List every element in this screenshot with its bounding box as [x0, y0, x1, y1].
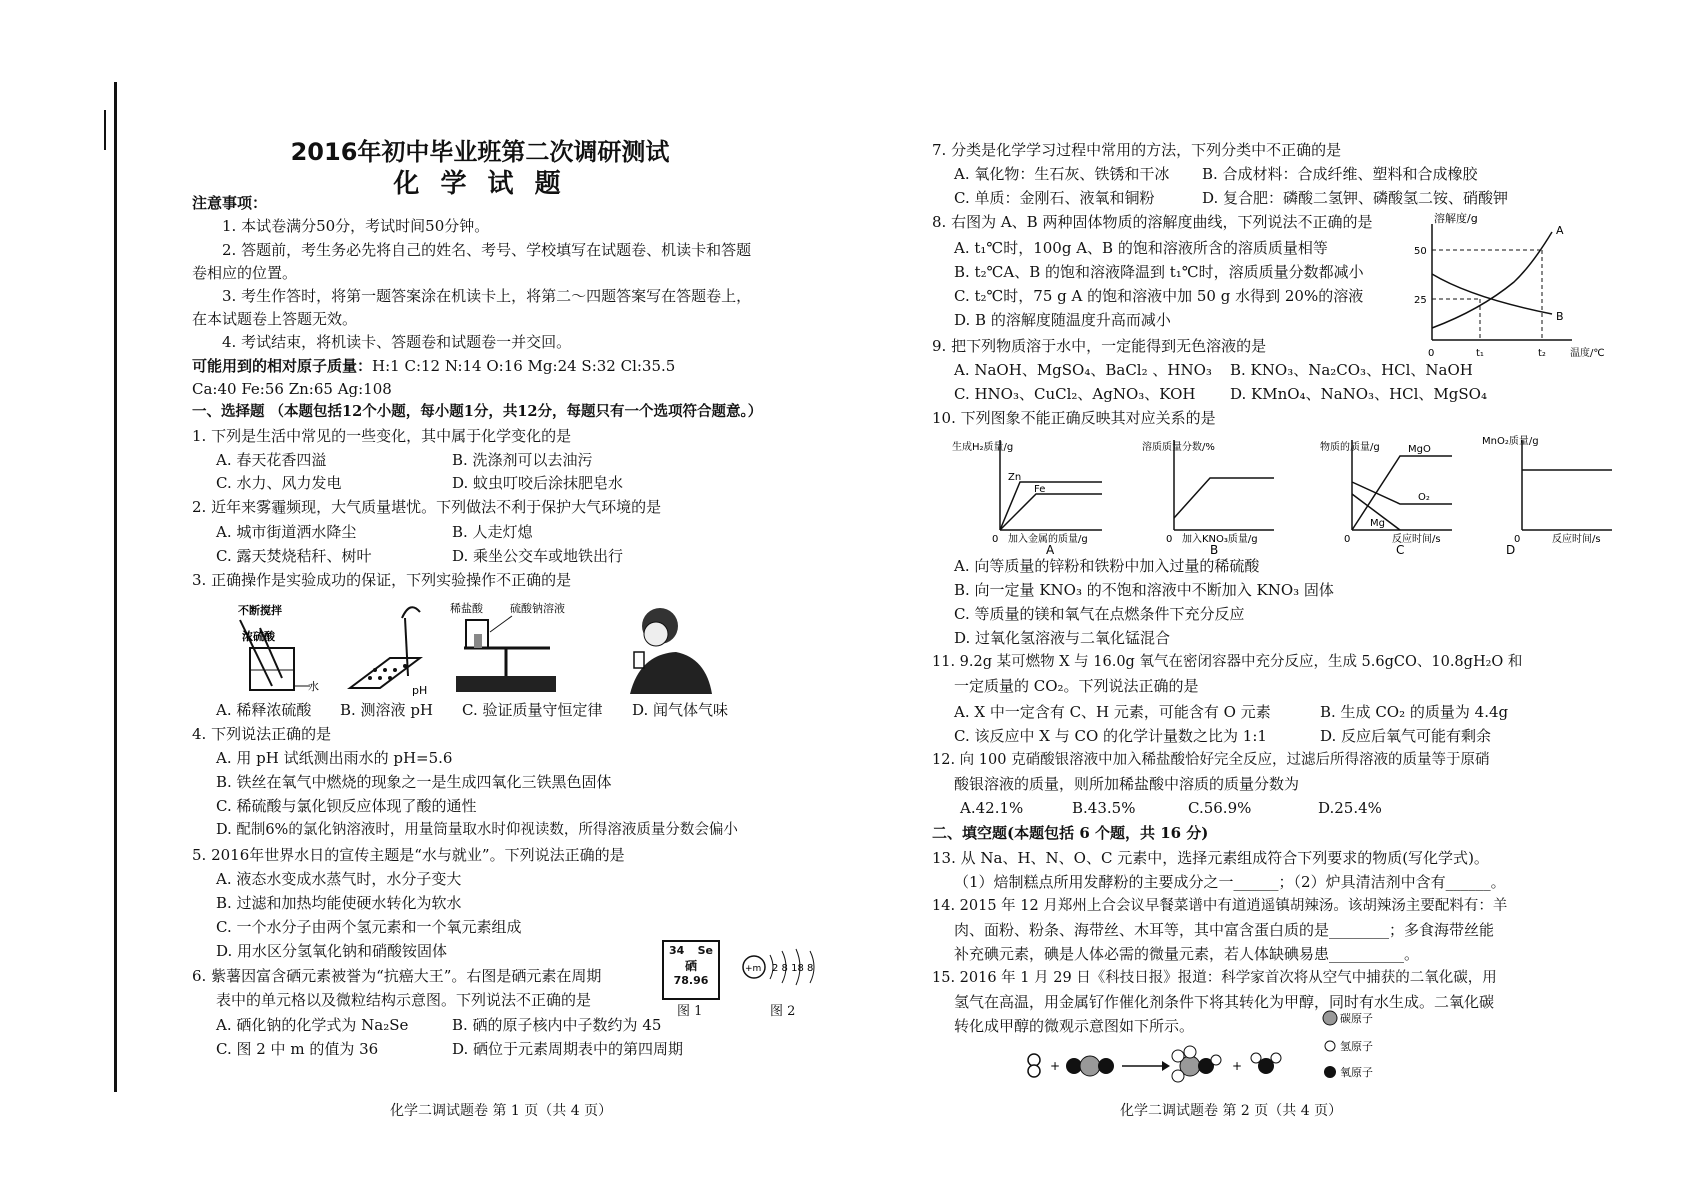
element-name: 硒 — [684, 959, 697, 973]
q14-line-3: 补充碘元素，碘是人体必需的微量元素，若人体缺碘易患__________。 — [954, 945, 1420, 963]
q6-option-d[interactable]: D. 硒位于元素周期表中的第四周期 — [452, 1040, 684, 1058]
graph-b — [1142, 440, 1274, 554]
q1-option-d[interactable]: D. 蚊虫叮咬后涂抹肥皂水 — [452, 474, 624, 492]
q9-option-d[interactable]: D. KMnO₄、NaNO₃、HCl、MgSO₄ — [1230, 385, 1487, 403]
q9-option-b[interactable]: B. KNO₃、Na₂CO₃、HCl、NaOH — [1230, 361, 1473, 379]
q6-option-c[interactable]: C. 图 2 中 m 的值为 36 — [216, 1040, 379, 1058]
legend-hydrogen: 氢原子 — [1340, 1040, 1373, 1053]
q11-option-a[interactable]: A. X 中一定含有 C、H 元素，可能含有 O 元素 — [954, 703, 1271, 721]
q4-option-d[interactable]: D. 配制6%的氯化钠溶液时，用量筒量取水时仰视读数，所得溶液质量分数会偏小 — [216, 822, 738, 838]
graph-d-origin: 0 — [1514, 534, 1521, 545]
page-2-footer: 化学二调试题卷 第 2 页（共 4 页） — [1120, 1103, 1343, 1119]
notice-3: 3. 考生作答时，将第一题答案涂在机读卡上，将第二～四题答案写在答题卷上， — [222, 287, 752, 305]
notice-3b: 在本试题卷上答题无效。 — [192, 310, 358, 328]
q11-option-b[interactable]: B. 生成 CO₂ 的质量为 4.4g — [1320, 703, 1509, 721]
graph-a — [952, 440, 1102, 554]
label-na2so4: 硫酸钠溶液 — [510, 602, 565, 615]
solubility-y-label: 溶解度/g — [1434, 212, 1478, 225]
graph-b-x-label: 加入KNO₃质量/g — [1182, 534, 1258, 545]
q9-stem: 9. 把下列物质溶于水中，一定能得到无色溶液的是 — [932, 337, 1267, 355]
ph-test-figure — [350, 607, 427, 697]
q10-option-a[interactable]: A. 向等质量的锌粉和铁粉中加入过量的稀硫酸 — [954, 557, 1260, 575]
atomic-values-2: Ca:40 Fe:56 Zn:65 Ag:108 — [192, 380, 392, 398]
origin: 0 — [1428, 348, 1435, 359]
graph-c-origin: 0 — [1344, 534, 1351, 545]
q15-line-2: 氢气在高温，用金属钌作催化剂条件下将其转化为甲醇，同时有水生成。二氧化碳 — [954, 993, 1495, 1011]
q14-line-1: 14. 2015 年 12 月郑州上合会议早餐菜谱中有道逍遥镇胡辣汤。该胡辣汤主要配料有：羊 — [932, 898, 1508, 914]
q3-stem: 3. 正确操作是实验成功的保证，下列实验操作不正确的是 — [192, 571, 572, 589]
q15-line-3: 转化成甲醇的微观示意图如下所示。 — [954, 1017, 1195, 1035]
q8-stem: 8. 右图为 A、B 两种固体物质的溶解度曲线，下列说法不正确的是 — [932, 213, 1373, 231]
tick-t2: t₂ — [1538, 348, 1546, 359]
q5-option-b[interactable]: B. 过滤和加热均能使硬水转化为软水 — [216, 894, 462, 912]
q11-stem-1: 11. 9.2g 某可燃物 X 与 16.0g 氧气在密闭容器中充分反应，生成 5.6gCO、10.8gH₂O 和 — [932, 654, 1523, 670]
solubility-curve-chart — [1402, 210, 1632, 360]
q3-option-c[interactable]: C. 验证质量守恒定律 — [462, 701, 603, 719]
q10-option-c[interactable]: C. 等质量的镁和氧气在点燃条件下充分反应 — [954, 605, 1245, 623]
q1-option-b[interactable]: B. 洗涤剂可以去油污 — [452, 451, 593, 469]
fig2-caption: 图 2 — [770, 1004, 796, 1019]
curve-a — [1432, 232, 1552, 328]
notice-4: 4. 考试结束，将机读卡、答题卷和试题卷一并交回。 — [222, 333, 572, 351]
graph-b-origin: 0 — [1166, 534, 1173, 545]
q9-option-c[interactable]: C. HNO₃、CuCl₂、AgNO₃、KOH — [954, 385, 1196, 403]
q6-stem-2: 表中的单元格以及微粒结构示意图。下列说法不正确的是 — [216, 991, 592, 1009]
q7-option-b[interactable]: B. 合成材料：合成纤维、塑料和合成橡胶 — [1202, 165, 1478, 183]
q5-option-d[interactable]: D. 用水区分氢氧化钠和硝酸铵固体 — [216, 942, 448, 960]
atomic-mass: 78.96 — [673, 974, 709, 987]
graph-a-caption: A — [1046, 543, 1055, 554]
q5-option-c[interactable]: C. 一个水分子由两个氢元素和一个氧元素组成 — [216, 918, 522, 936]
legend-carbon: 碳原子 — [1340, 1012, 1373, 1025]
graph-d-y-label: MnO₂质量/g — [1482, 436, 1539, 447]
graph-c — [1320, 440, 1452, 554]
graph-c-caption: C — [1396, 543, 1405, 554]
q5-option-a[interactable]: A. 液态水变成水蒸气时，水分子变大 — [216, 870, 462, 888]
nucleus-label: +m — [745, 964, 762, 974]
notice-heading: 注意事项： — [192, 194, 268, 212]
label-hcl: 稀盐酸 — [450, 602, 483, 615]
q2-option-d[interactable]: D. 乘坐公交车或地铁出行 — [452, 547, 624, 565]
q4-option-a[interactable]: A. 用 pH 试纸测出雨水的 pH=5.6 — [216, 749, 453, 767]
q3-lab-figures — [220, 598, 740, 698]
q11-option-c[interactable]: C. 该反应中 X 与 CO 的化学计量数之比为 1:1 — [954, 727, 1267, 745]
q11-stem-2: 一定质量的 CO₂。下列说法正确的是 — [954, 677, 1199, 695]
q8-option-c[interactable]: C. t₂℃时，75 g A 的饱和溶液中加 50 g 水得到 20%的溶液 — [954, 287, 1364, 305]
q8-option-b[interactable]: B. t₂℃A、B 的饱和溶液降温到 t₁℃时，溶质质量分数都减小 — [954, 263, 1364, 281]
exam-subtitle: 化 学 试 题 — [393, 169, 567, 199]
q6-option-a[interactable]: A. 硒化钠的化学式为 Na₂Se — [216, 1016, 409, 1034]
q14-line-2: 肉、面粉、粉条、海带丝、木耳等，其中富含蛋白质的是________；多食海带丝能 — [954, 921, 1495, 939]
graph-b-y-label: 溶质质量分数/% — [1142, 442, 1215, 453]
tick-50: 50 — [1414, 246, 1427, 257]
q2-option-c[interactable]: C. 露天焚烧秸秆、树叶 — [216, 547, 372, 565]
q3-option-a[interactable]: A. 稀释浓硫酸 — [216, 701, 312, 719]
legend-oxygen: 氧原子 — [1340, 1066, 1373, 1079]
page-1-footer: 化学二调试题卷 第 1 页（共 4 页） — [390, 1103, 613, 1119]
exam-title: 2016年初中毕业班第二次调研测试 — [290, 138, 670, 166]
q7-option-a[interactable]: A. 氧化物：生石灰、铁锈和干冰 — [954, 165, 1170, 183]
svg-text:+: + — [1232, 1059, 1243, 1073]
curve-a-label: A — [1556, 224, 1564, 237]
right-page — [842, 0, 1684, 1190]
q8-option-d[interactable]: D. B 的溶解度随温度升高而减小 — [954, 311, 1171, 329]
q10-stem: 10. 下列图象不能正确反映其对应关系的是 — [932, 409, 1216, 427]
q3-option-b[interactable]: B. 测溶液 pH — [340, 701, 434, 719]
atomic-values: H:1 C:12 N:14 O:16 Mg:24 S:32 Cl:35.5 — [372, 357, 676, 375]
label-conc-acid: 浓硫酸 — [242, 630, 275, 643]
graph-a-y-label: 生成H₂质量/g — [952, 442, 1014, 453]
graph-a-x-label: 加入金属的质量/g — [1008, 534, 1088, 545]
binding-line-inner — [104, 110, 106, 150]
periodic-cell — [662, 940, 720, 1000]
graph-a-fe: Fe — [1034, 484, 1046, 495]
section-1-heading: 一、选择题 （本题包括12个小题，每小题1分，共12分，每题只有一个选项符合题意。） — [192, 403, 763, 420]
q2-stem: 2. 近年来雾霾频现，大气质量堪忧。下列做法不利于保护大气环境的是 — [192, 498, 662, 516]
graph-c-y-label: 物质的质量/g — [1320, 442, 1380, 453]
q4-option-c[interactable]: C. 稀硫酸与氯化钡反应体现了酸的通性 — [216, 797, 477, 815]
notice-2b: 卷相应的位置。 — [192, 264, 298, 282]
smell-gas-figure — [630, 608, 712, 694]
notice-1: 1. 本试卷满分50分，考试时间50分钟。 — [222, 217, 490, 235]
q2-option-a[interactable]: A. 城市街道洒水降尘 — [216, 523, 357, 541]
fig1-caption: 图 1 — [677, 1004, 703, 1019]
q10-graphs — [952, 430, 1632, 554]
atomic-number: 34 — [669, 944, 685, 957]
graph-b-caption: B — [1210, 543, 1219, 554]
q10-option-b[interactable]: B. 向一定量 KNO₃ 的不饱和溶液中不断加入 KNO₃ 固体 — [954, 581, 1334, 599]
tick-25: 25 — [1414, 295, 1427, 306]
q5-stem: 5. 2016年世界水日的宣传主题是“水与就业”。下列说法正确的是 — [192, 846, 625, 864]
q3-option-d[interactable]: D. 闻气体气味 — [632, 701, 729, 719]
graph-c-x-label: 反应时间/s — [1392, 534, 1441, 545]
q12-stem-1: 12. 向 100 克硝酸银溶液中加入稀盐酸恰好完全反应，过滤后所得溶液的质量等于原硝 — [932, 752, 1490, 768]
tick-t1: t₁ — [1476, 348, 1484, 359]
q12-option-c[interactable]: C.56.9% — [1188, 799, 1252, 817]
curve-b — [1432, 274, 1552, 314]
balance-figure — [450, 601, 565, 692]
atomic-mass-line — [192, 356, 675, 376]
molecule-reaction-diagram — [1022, 1006, 1602, 1086]
q1-option-c[interactable]: C. 水力、风力发电 — [216, 474, 342, 492]
q11-option-d[interactable]: D. 反应后氧气可能有剩余 — [1320, 727, 1492, 745]
label-water: 水 — [308, 680, 319, 693]
q12-option-d[interactable]: D.25.4% — [1318, 799, 1382, 817]
label-ph: pH — [412, 684, 428, 697]
q4-stem: 4. 下列说法正确的是 — [192, 725, 332, 743]
solubility-x-label: 温度/℃ — [1570, 348, 1605, 359]
q10-option-d[interactable]: D. 过氧化氢溶液与二氧化锰混合 — [954, 629, 1171, 647]
atom-structure-diagram — [740, 945, 830, 989]
q13-stem: 13. 从 Na、H、N、O、C 元素中，选择元素组成符合下列要求的物质(写化学式)。 — [932, 849, 1489, 867]
section-2-heading: 二、填空题(本题包括 6 个题，共 16 分) — [932, 824, 1209, 842]
svg-text:+: + — [1050, 1059, 1061, 1073]
q12-option-b[interactable]: B.43.5% — [1072, 799, 1136, 817]
graph-d — [1482, 434, 1612, 554]
q7-option-d[interactable]: D. 复合肥：磷酸二氢钾、磷酸氢二铵、硝酸钾 — [1202, 189, 1509, 207]
graph-c-mg: Mg — [1370, 518, 1385, 529]
q4-option-b[interactable]: B. 铁丝在氧气中燃烧的现象之一是生成四氧化三铁黑色固体 — [216, 773, 612, 791]
curve-b-label: B — [1556, 310, 1564, 323]
atomic-heading: 可能用到的相对原子质量： — [192, 357, 373, 375]
q13-sub: （1）焙制糕点所用发酵粉的主要成分之一______；（2）炉具清洁剂中含有______。 — [954, 873, 1506, 891]
graph-c-o2: O₂ — [1418, 492, 1430, 503]
graph-d-x-label: 反应时间/s — [1552, 534, 1601, 545]
q1-stem: 1. 下列是生活中常见的一些变化，其中属于化学变化的是 — [192, 427, 572, 445]
q12-option-a[interactable]: A.42.1% — [960, 799, 1024, 817]
q1-option-a[interactable]: A. 春天花香四溢 — [216, 451, 327, 469]
q2-option-b[interactable]: B. 人走灯熄 — [452, 523, 533, 541]
q6-stem-1: 6. 紫薯因富含硒元素被誉为“抗癌大王”。右图是硒元素在周期 — [192, 967, 602, 985]
q7-stem: 7. 分类是化学学习过程中常用的方法，下列分类中不正确的是 — [932, 141, 1342, 159]
binding-line — [114, 82, 117, 1092]
dilution-beaker-figure — [238, 603, 319, 693]
graph-d-caption: D — [1506, 543, 1516, 554]
shell-electrons: 2 8 18 8 — [772, 963, 814, 974]
q7-option-c[interactable]: C. 单质：金刚石、液氧和铜粉 — [954, 189, 1155, 207]
element-symbol: Se — [697, 944, 713, 957]
graph-c-mgo: MgO — [1408, 444, 1431, 455]
q9-option-a[interactable]: A. NaOH、MgSO₄、BaCl₂ 、HNO₃ — [954, 361, 1212, 379]
graph-a-zn: Zn — [1008, 472, 1022, 483]
q15-line-1: 15. 2016 年 1 月 29 日《科技日报》报道：科学家首次将从空气中捕获的二氧化碳，用 — [932, 970, 1497, 986]
q8-option-a[interactable]: A. t₁℃时，100g A、B 的饱和溶液所含的溶质质量相等 — [954, 239, 1328, 257]
notice-2: 2. 答题前，考生务必先将自己的姓名、考号、学校填写在试题卷、机读卡和答题 — [222, 241, 752, 259]
q6-option-b[interactable]: B. 硒的原子核内中子数约为 45 — [452, 1016, 662, 1034]
graph-a-origin: 0 — [992, 534, 999, 545]
q12-stem-2: 酸银溶液的质量，则所加稀盐酸中溶质的质量分数为 — [954, 775, 1300, 793]
label-stir: 不断搅拌 — [238, 604, 282, 617]
